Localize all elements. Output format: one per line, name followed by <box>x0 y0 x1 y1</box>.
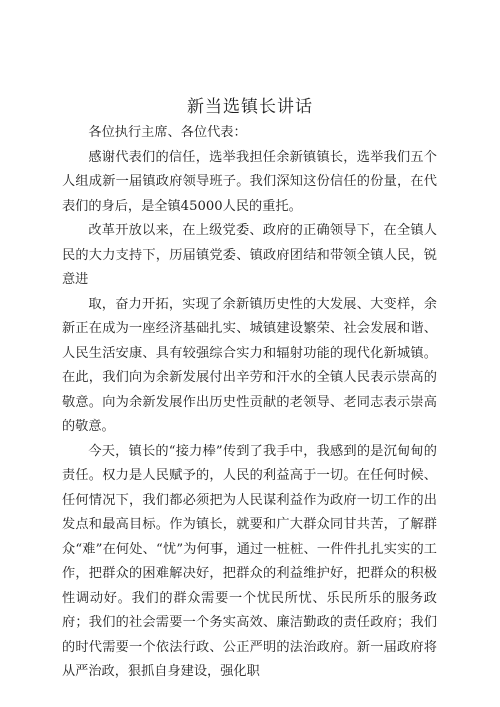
body-paragraph: 今天，镇长的“接力棒”传到了我手中，我感到的是沉甸甸的责任。权力是人民赋予的，人民的利益高于一切。在任何时候、任何情况下，我们都必须把为人民谋利益作为政府一切工作的出发点和最高目标。作为镇长，就要和广大群众同甘共苦，了解群众“难”在何处、“忧”为何事，通过一桩桩、一件件扎扎实实的工作，把群众的困难解决好，把群众的利益维护好，把群众的积极性调动好。我们的群众需要一个忧民所忧、乐民所乐的服务政府；我们的社会需要一个务实高效、廉洁勤政的责任政府；我们的时代需要一个依法行政、公正严明的法治政府。新一届政府将从严治政，狠抓自身建设，强化职 <box>62 443 437 679</box>
body-paragraph: 改革开放以来，在上级党委、政府的正确领导下，在全镇人民的大力支持下，历届镇党委、镇政府团结和带领全镇人民，锐意进 <box>62 223 437 287</box>
document-body <box>62 121 437 685</box>
document-title: 新当选镇长讲话 <box>187 97 313 117</box>
salutation-paragraph: 各位执行主席、各位代表： <box>88 125 247 140</box>
body-paragraph: 感谢代表们的信任，选举我担任余新镇镇长，选举我们五个人组成新一届镇政府领导班子。我们深知这份信任的份量，在代表们的身后，是全镇45000人民的重托。 <box>62 149 437 214</box>
body-paragraph: 取，奋力开拓，实现了余新镇历史性的大发展、大变样，余新正在成为一座经济基础扎实、城镇建设繁荣、社会发展和谐、人民生活安康、具有较强综合实力和辐射功能的现代化新城镇。在此，我们向为余新发展付出辛劳和汗水的全镇人民表示崇高的敬意。向为余新发展作出历史性贡献的老领导、老同志表示崇高的敬意。 <box>62 296 437 434</box>
